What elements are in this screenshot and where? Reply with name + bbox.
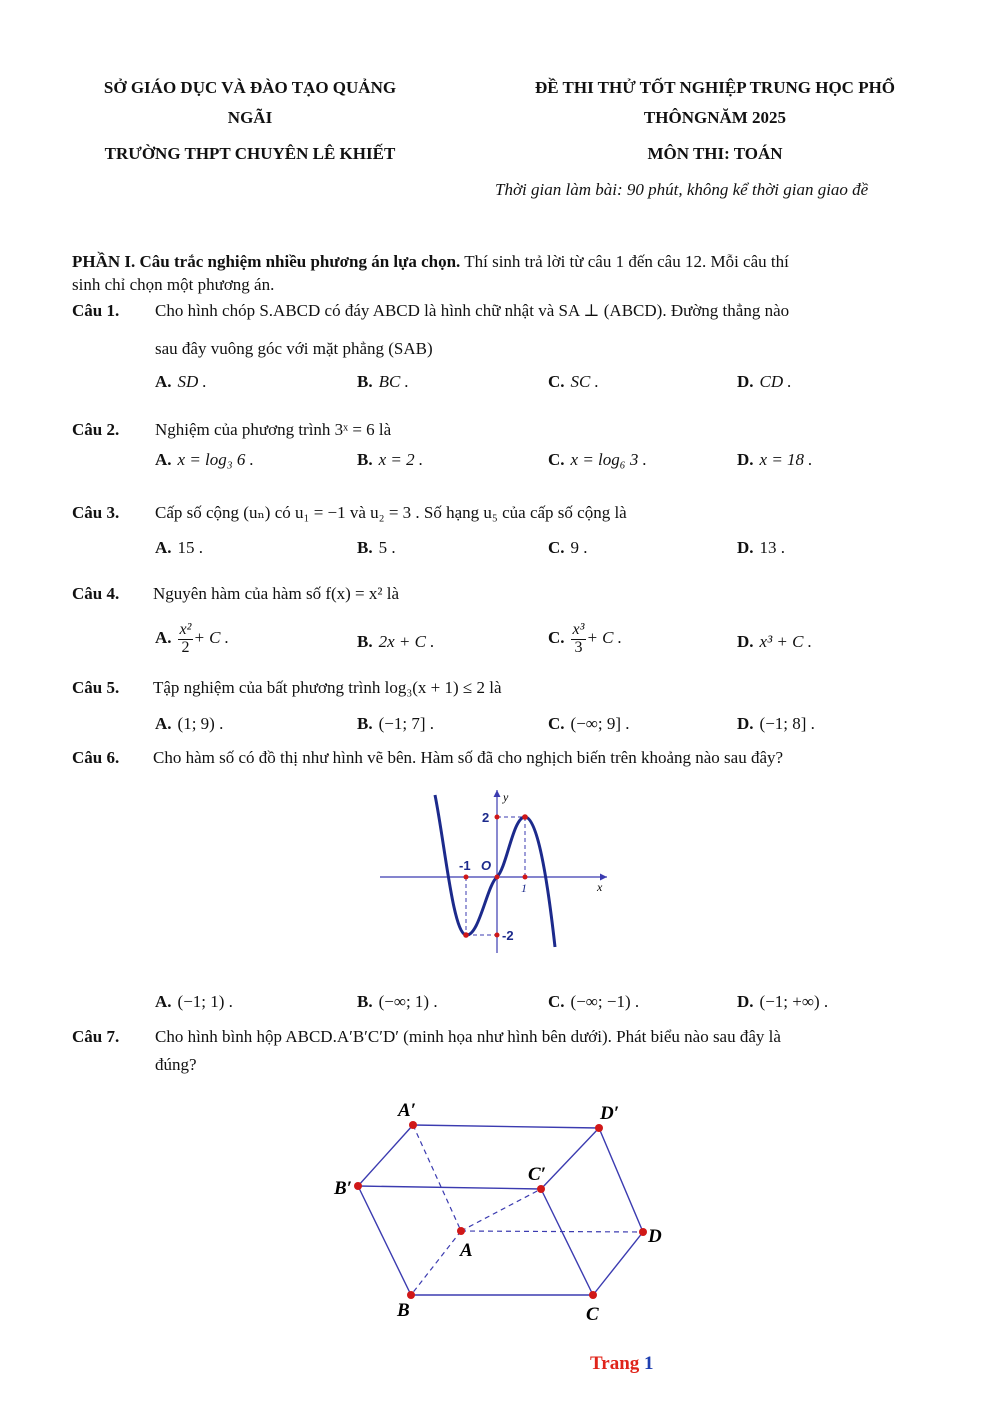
tick-x-neg1 [464, 875, 469, 880]
edge-C1C [541, 1189, 593, 1295]
department-name: SỞ GIÁO DỤC VÀ ĐÀO TẠO QUẢNG NGÃI TRƯỜNG THPT CHUYÊN LÊ KHIẾT [103, 78, 397, 163]
edge-A1B1 [358, 1125, 413, 1186]
vertex-D1 [595, 1124, 603, 1132]
point-max [522, 814, 528, 820]
question-label: Câu 5. [72, 678, 120, 697]
option-b[interactable]: B. (−1; 7] . [357, 714, 434, 733]
option-d[interactable]: D. x³ + C . [737, 632, 812, 651]
part-desc: sinh chỉ chọn một phương án. [72, 275, 275, 294]
question-label: Câu 3. [72, 503, 120, 522]
option-c[interactable]: C. 9 . [548, 538, 588, 557]
option-c[interactable]: C. $\frac{\text{x³}}{3}$ + C . [548, 621, 622, 656]
option-c[interactable]: C. x = log₆ 3 . [548, 450, 647, 469]
option-a[interactable]: A. (−1; 1) . [155, 992, 233, 1011]
tick-y-2 [495, 815, 500, 820]
option-d[interactable]: D. 13 . [737, 538, 786, 557]
tick-y-neg2 [495, 933, 500, 938]
label-D: D [648, 1226, 662, 1247]
edge-D1D [599, 1128, 643, 1232]
option-b[interactable]: B. 2x + C . [357, 632, 435, 651]
fraction: $\frac{\text{x³}}{3}$ [572, 621, 585, 656]
function-graph [375, 785, 615, 960]
vertex-C [589, 1291, 597, 1299]
option-d[interactable]: D. x = 18 . [737, 450, 813, 469]
origin-label: O [481, 858, 492, 873]
edge-CD [593, 1232, 643, 1295]
question-text: Cho hình chóp S.ABCD có đáy ABCD là hình chữ nhật và SA ⊥ (ABCD). Đường thẳng nào [155, 301, 790, 320]
option-a[interactable]: A. (1; 9) . [155, 714, 224, 733]
parallelepiped-figure [320, 1090, 680, 1335]
option-b[interactable]: B. BC . [357, 372, 409, 391]
option-c[interactable]: C. (−∞; −1) . [548, 992, 640, 1011]
label-D1: D′ [600, 1103, 620, 1124]
option-d[interactable]: D. (−1; +∞) . [737, 992, 829, 1011]
label-A1: A′ [398, 1100, 417, 1121]
page-number: 1 [644, 1353, 654, 1374]
vertex-B [407, 1291, 415, 1299]
exam-title: ĐỀ THI THỬ TỐT NGHIỆP TRUNG HỌC PHỔ THÔNGNĂM 2025 MÔN THI: TOÁN [534, 78, 896, 163]
edge-AD-hidden [461, 1231, 643, 1232]
question-text-cont: sau đây vuông góc với mặt phẳng (SAB) [155, 339, 433, 358]
option-a[interactable]: A. $\frac{\text{x²}}{2}$ + C . [155, 621, 229, 656]
tick-label-x-neg: -1 [459, 858, 471, 873]
tick-label-y-neg: -2 [502, 928, 514, 943]
time-note: Thời gian làm bài: 90 phút, không kể thời gian giao đề [495, 180, 869, 199]
vertex-B1 [354, 1182, 362, 1190]
question-text: Nghiệm của phương trình 3ˣ = 6 là [155, 420, 392, 439]
edge-A1D1 [413, 1125, 599, 1128]
option-a[interactable]: A. 15 . [155, 538, 204, 557]
tick-label-x-pos: 1 [521, 881, 527, 895]
question-text: Nguyên hàm của hàm số f(x) = x² là [153, 584, 400, 603]
vertex-D [639, 1228, 647, 1236]
question-text: Cho hình bình hộp ABCD.A′B′C′D′ (minh họa như hình bên dưới). Phát biểu nào sau đây là [155, 1027, 781, 1046]
vertex-A1 [409, 1121, 417, 1129]
label-A: A [460, 1240, 473, 1261]
option-b[interactable]: B. (−∞; 1) . [357, 992, 438, 1011]
option-c[interactable]: C. (−∞; 9] . [548, 714, 630, 733]
edge-C1D1 [541, 1128, 599, 1189]
label-C: C [586, 1304, 599, 1325]
label-C1: C′ [528, 1164, 547, 1185]
edge-AB-hidden [411, 1231, 461, 1295]
edge-A1A-hidden [413, 1125, 461, 1231]
option-d[interactable]: D. CD . [737, 372, 792, 391]
question-text-cont: đúng? [155, 1055, 197, 1074]
edge-B1C1 [358, 1186, 541, 1189]
question-label: Câu 1. [72, 301, 120, 320]
part-heading: PHẦN I. Câu trắc nghiệm nhiều phương án lựa chọn. Thí sinh trả lời từ câu 1 đến câu 12. Mỗi câu thí [72, 252, 789, 271]
option-a[interactable]: A. SD . [155, 372, 207, 391]
label-B: B [397, 1300, 410, 1321]
y-axis-label: y [503, 790, 509, 804]
tick-label-y-pos: 2 [482, 810, 490, 825]
question-text: Tập nghiệm của bất phương trình log₃(x + 1) ≤ 2 là [153, 678, 502, 697]
option-b[interactable]: B. x = 2 . [357, 450, 424, 469]
option-d[interactable]: D. (−1; 8] . [737, 714, 815, 733]
x-axis-label: x [597, 880, 603, 894]
diag-AC1-hidden [461, 1189, 541, 1231]
point-min [463, 932, 469, 938]
option-a[interactable]: A. x = log₃ 6 . [155, 450, 254, 469]
question-label: Câu 4. [72, 584, 120, 603]
option-b[interactable]: B. 5 . [357, 538, 396, 557]
edge-B1B [358, 1186, 411, 1295]
footer-word: Trang [590, 1353, 640, 1374]
question-label: Câu 7. [72, 1027, 120, 1046]
label-B1: B′ [334, 1178, 353, 1199]
question-label: Câu 2. [72, 420, 120, 439]
origin-point [495, 875, 500, 880]
page-footer [590, 1353, 654, 1375]
question-label: Câu 6. [72, 748, 120, 767]
fraction: $\frac{\text{x²}}{2}$ [179, 621, 192, 656]
tick-x-1 [523, 875, 528, 880]
vertex-C1 [537, 1185, 545, 1193]
question-text: Cho hàm số có đồ thị như hình vẽ bên. Hàm số đã cho nghịch biến trên khoảng nào sau đây? [153, 748, 784, 767]
vertex-A [457, 1227, 465, 1235]
question-text: Cấp số cộng (uₙ) có u₁ = −1 và u₂ = 3 . Số hạng u₅ của cấp số cộng là [155, 503, 627, 522]
option-c[interactable]: C. SC . [548, 372, 599, 391]
